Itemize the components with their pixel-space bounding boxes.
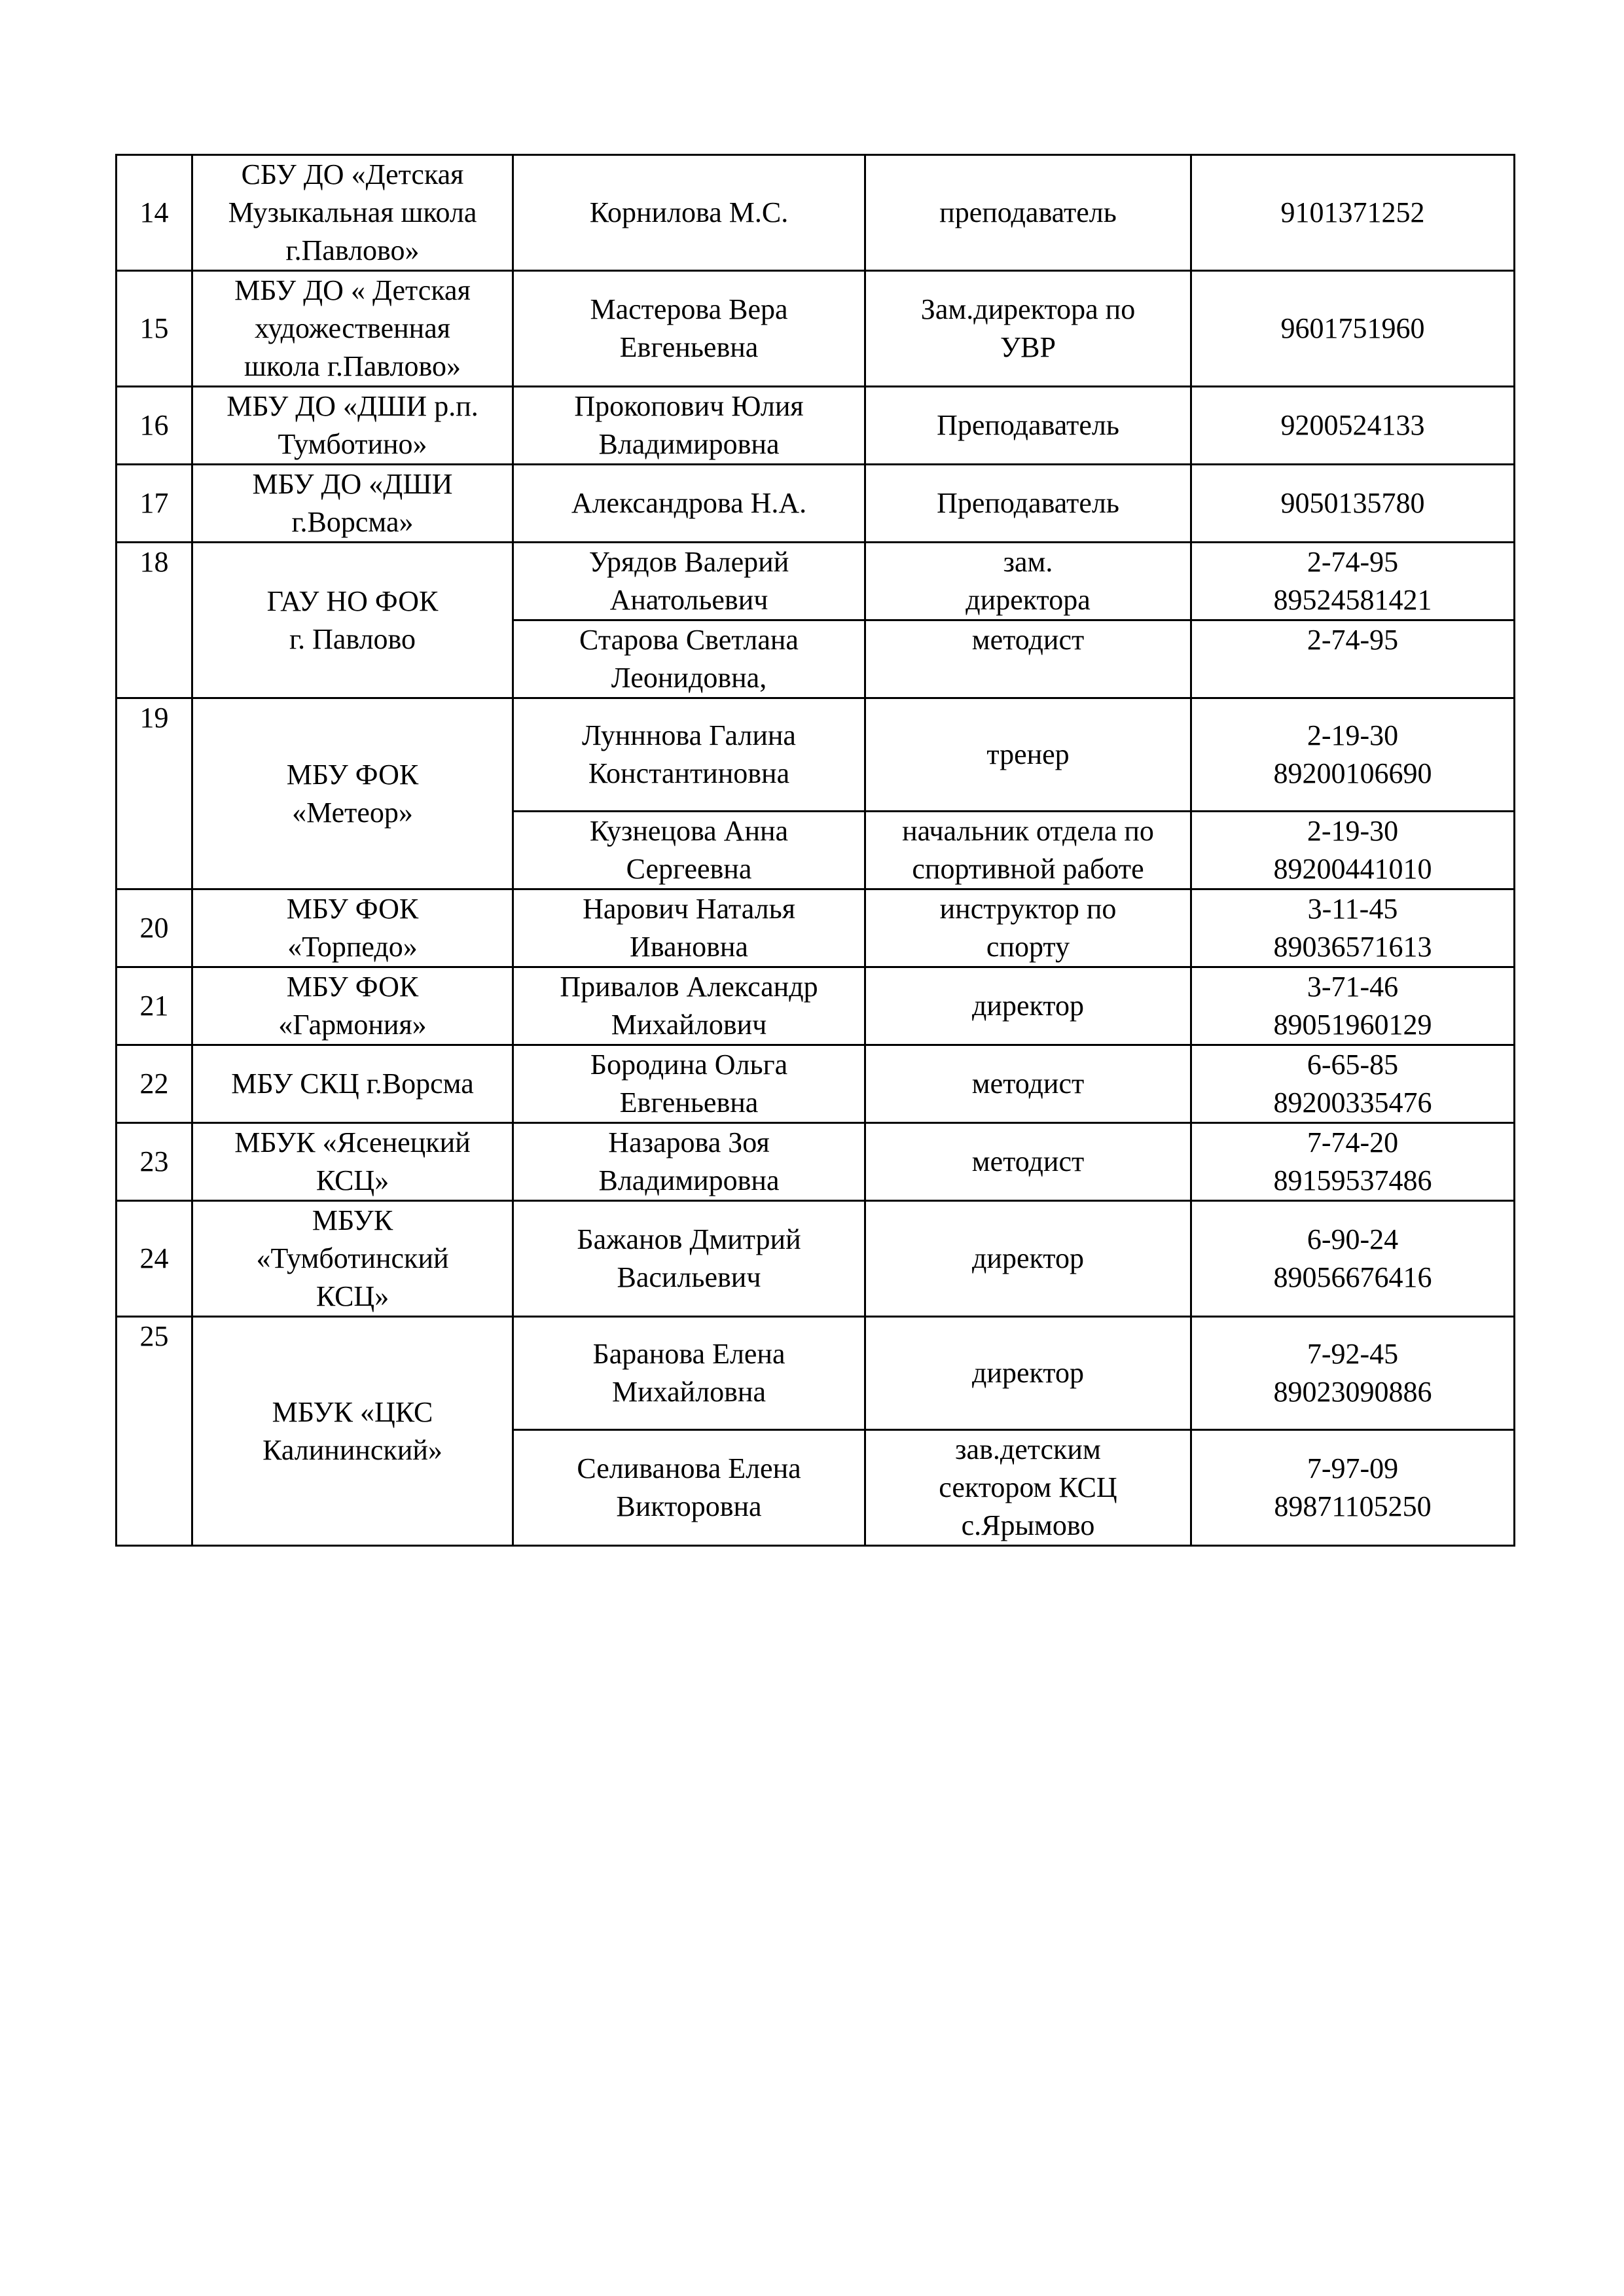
table-row xyxy=(117,465,1515,543)
name-line: Кузнецова Анна xyxy=(589,815,789,847)
row-number: 23 xyxy=(117,1123,192,1201)
name-cell xyxy=(513,465,865,543)
phone-line: 89036571613 xyxy=(1273,931,1432,963)
row-number: 24 xyxy=(117,1201,192,1317)
name-cell xyxy=(513,967,865,1045)
name-cell xyxy=(513,387,865,465)
organization-line: г. Павлово xyxy=(289,622,416,655)
organization-cell xyxy=(192,465,513,543)
organization-line: КСЦ» xyxy=(316,1164,389,1196)
position-line: тренер xyxy=(986,738,1070,770)
position-line: директор xyxy=(972,990,1084,1022)
organization-line: Калининский» xyxy=(262,1433,442,1466)
position-cell xyxy=(865,1123,1191,1201)
organization-line: МБУК «Ясенецкий xyxy=(234,1126,471,1158)
name-cell xyxy=(513,271,865,387)
organization-line: «Метеор» xyxy=(292,796,413,829)
phone-cell xyxy=(1191,271,1515,387)
name-line: Александрова Н.А. xyxy=(571,487,807,519)
position-line: зав.детским xyxy=(955,1433,1101,1465)
phone-cell xyxy=(1191,620,1515,698)
organization-line: «Тумботинский xyxy=(256,1242,449,1274)
phone-line: 89200335476 xyxy=(1273,1086,1432,1119)
organization-line: МБУ ФОК xyxy=(286,971,419,1003)
row-number: 22 xyxy=(117,1045,192,1123)
organization-line: художественная xyxy=(255,312,450,344)
organization-line: МБУ ДО «ДШИ xyxy=(252,468,453,500)
position-line: спорту xyxy=(986,931,1070,963)
table-row xyxy=(117,1045,1515,1123)
position-line: сектором КСЦ xyxy=(939,1471,1117,1503)
position-cell xyxy=(865,155,1191,271)
position-cell xyxy=(865,967,1191,1045)
phone-cell xyxy=(1191,698,1515,812)
phone-line: 9601751960 xyxy=(1280,312,1425,344)
row-number: 17 xyxy=(117,465,192,543)
contacts-table xyxy=(115,154,1515,1547)
position-line: начальник отдела по xyxy=(902,815,1154,847)
position-line: с.Ярымово xyxy=(961,1509,1095,1541)
name-line: Владимировна xyxy=(598,1164,780,1196)
name-line: Лунннова Галина xyxy=(582,719,796,751)
name-line: Прокопович Юлия xyxy=(574,390,804,422)
phone-line: 89524581421 xyxy=(1273,584,1432,616)
name-line: Нарович Наталья xyxy=(583,893,795,925)
phone-cell xyxy=(1191,812,1515,889)
phone-line: 89056676416 xyxy=(1273,1261,1432,1293)
organization-line: МБУК xyxy=(312,1204,393,1236)
phone-line: 7-74-20 xyxy=(1307,1126,1399,1158)
organization-cell xyxy=(192,1201,513,1317)
phone-cell xyxy=(1191,155,1515,271)
position-line: Преподаватель xyxy=(937,409,1119,441)
name-cell xyxy=(513,698,865,812)
name-line: Сергеевна xyxy=(626,853,752,885)
phone-line: 89159537486 xyxy=(1273,1164,1432,1196)
name-line: Васильевич xyxy=(617,1261,761,1293)
phone-cell xyxy=(1191,1045,1515,1123)
name-cell xyxy=(513,1045,865,1123)
name-cell xyxy=(513,812,865,889)
position-cell xyxy=(865,543,1191,620)
name-line: Ивановна xyxy=(630,931,748,963)
name-line: Евгеньевна xyxy=(619,331,759,363)
name-line: Мастерова Вера xyxy=(590,293,788,325)
phone-cell xyxy=(1191,1123,1515,1201)
name-line: Урядов Валерий xyxy=(588,546,789,578)
position-line: УВР xyxy=(1000,331,1056,363)
organization-cell xyxy=(192,1123,513,1201)
name-line: Михайлович xyxy=(611,1009,767,1041)
name-cell xyxy=(513,543,865,620)
organization-cell xyxy=(192,1045,513,1123)
organization-line: МБУ ДО «ДШИ р.п. xyxy=(226,390,478,422)
name-cell xyxy=(513,620,865,698)
row-number: 20 xyxy=(117,889,192,967)
row-number: 21 xyxy=(117,967,192,1045)
name-cell xyxy=(513,1317,865,1430)
organization-cell xyxy=(192,967,513,1045)
position-line: методист xyxy=(971,1067,1085,1100)
position-cell xyxy=(865,812,1191,889)
phone-line: 89023090886 xyxy=(1273,1376,1432,1408)
table-row xyxy=(117,543,1515,620)
position-cell xyxy=(865,387,1191,465)
organization-line: г.Ворсма» xyxy=(291,506,414,538)
phone-cell xyxy=(1191,543,1515,620)
position-line: спортивной работе xyxy=(912,853,1144,885)
phone-line: 6-65-85 xyxy=(1307,1049,1399,1081)
name-line: Баранова Елена xyxy=(592,1338,785,1370)
table-row xyxy=(117,271,1515,387)
name-cell xyxy=(513,155,865,271)
organization-line: ГАУ НО ФОК xyxy=(266,584,439,617)
organization-cell xyxy=(192,543,513,698)
name-line: Привалов Александр xyxy=(560,971,818,1003)
organization-line: МБУ ФОК xyxy=(286,758,419,791)
organization-line: «Торпедо» xyxy=(287,931,418,963)
name-line: Корнилова М.С. xyxy=(589,196,789,228)
organization-line: СБУ ДО «Детская xyxy=(241,158,464,190)
position-cell xyxy=(865,465,1191,543)
table-row xyxy=(117,1317,1515,1430)
row-number: 14 xyxy=(117,155,192,271)
position-line: Преподаватель xyxy=(937,487,1119,519)
position-line: методист xyxy=(971,1145,1085,1177)
name-line: Анатольевич xyxy=(609,584,768,616)
position-line: инструктор по xyxy=(939,893,1117,925)
phone-line: 2-19-30 xyxy=(1307,815,1399,847)
organization-cell xyxy=(192,155,513,271)
position-cell xyxy=(865,1430,1191,1546)
position-line: директор xyxy=(972,1357,1084,1389)
phone-line: 2-19-30 xyxy=(1307,719,1399,751)
name-cell xyxy=(513,1430,865,1546)
position-cell xyxy=(865,1317,1191,1430)
row-number: 18 xyxy=(117,543,192,698)
organization-line: МБУ ДО « Детская xyxy=(234,274,471,306)
name-cell xyxy=(513,889,865,967)
phone-line: 2-74-95 xyxy=(1307,546,1399,578)
phone-cell xyxy=(1191,1430,1515,1546)
organization-cell xyxy=(192,1317,513,1546)
phone-line: 9101371252 xyxy=(1280,196,1425,228)
phone-line: 6-90-24 xyxy=(1307,1223,1399,1255)
position-cell xyxy=(865,271,1191,387)
position-line: Зам.директора по xyxy=(920,293,1136,325)
name-cell xyxy=(513,1201,865,1317)
organization-line: школа г.Павлово» xyxy=(244,350,461,382)
table-row xyxy=(117,1123,1515,1201)
organization-line: «Гармония» xyxy=(278,1009,427,1041)
table-row xyxy=(117,698,1515,812)
position-cell xyxy=(865,1045,1191,1123)
name-line: Бажанов Дмитрий xyxy=(577,1223,801,1255)
phone-line: 7-92-45 xyxy=(1307,1338,1399,1370)
organization-line: КСЦ» xyxy=(316,1280,389,1312)
phone-line: 89200106690 xyxy=(1273,757,1432,789)
phone-cell xyxy=(1191,1201,1515,1317)
row-number: 15 xyxy=(117,271,192,387)
position-line: директор xyxy=(972,1242,1084,1274)
position-cell xyxy=(865,1201,1191,1317)
name-line: Викторовна xyxy=(616,1490,762,1522)
position-line: директора xyxy=(965,584,1091,616)
phone-line: 89200441010 xyxy=(1273,853,1432,885)
position-cell xyxy=(865,889,1191,967)
phone-cell xyxy=(1191,465,1515,543)
row-number: 25 xyxy=(117,1317,192,1546)
position-line: методист xyxy=(971,624,1085,656)
contacts-table-body xyxy=(117,155,1515,1546)
name-line: Назарова Зоя xyxy=(608,1126,770,1158)
position-line: преподаватель xyxy=(939,196,1117,228)
phone-cell xyxy=(1191,387,1515,465)
row-number: 19 xyxy=(117,698,192,889)
name-line: Евгеньевна xyxy=(619,1086,759,1119)
name-line: Бородина Ольга xyxy=(590,1049,788,1081)
organization-cell xyxy=(192,698,513,889)
organization-line: Тумботино» xyxy=(278,428,427,460)
row-number: 16 xyxy=(117,387,192,465)
phone-line: 89051960129 xyxy=(1273,1009,1432,1041)
organization-cell xyxy=(192,387,513,465)
phone-line: 89871105250 xyxy=(1274,1490,1432,1522)
phone-line: 7-97-09 xyxy=(1307,1452,1399,1484)
position-line: зам. xyxy=(1003,546,1053,578)
phone-line: 3-11-45 xyxy=(1307,893,1398,925)
name-line: Владимировна xyxy=(598,428,780,460)
name-line: Михайловна xyxy=(612,1376,766,1408)
phone-cell xyxy=(1191,1317,1515,1430)
organization-line: МБУ ФОК xyxy=(286,893,419,925)
position-cell xyxy=(865,698,1191,812)
phone-line: 2-74-95 xyxy=(1307,624,1399,656)
table-row xyxy=(117,155,1515,271)
phone-line: 9200524133 xyxy=(1280,409,1425,441)
name-line: Леонидовна, xyxy=(611,662,767,694)
position-cell xyxy=(865,620,1191,698)
name-line: Старова Светлана xyxy=(579,624,799,656)
organization-line: МБУ СКЦ г.Ворсма xyxy=(231,1067,474,1100)
name-cell xyxy=(513,1123,865,1201)
table-row xyxy=(117,889,1515,967)
phone-cell xyxy=(1191,889,1515,967)
table-row xyxy=(117,1201,1515,1317)
name-line: Константиновна xyxy=(588,757,790,789)
phone-line: 9050135780 xyxy=(1280,487,1425,519)
phone-line: 3-71-46 xyxy=(1307,971,1399,1003)
organization-cell xyxy=(192,889,513,967)
organization-cell xyxy=(192,271,513,387)
table-row xyxy=(117,967,1515,1045)
organization-line: МБУК «ЦКС xyxy=(272,1395,433,1428)
organization-line: Музыкальная школа xyxy=(228,196,477,228)
name-line: Селиванова Елена xyxy=(577,1452,801,1484)
phone-cell xyxy=(1191,967,1515,1045)
table-row xyxy=(117,387,1515,465)
organization-line: г.Павлово» xyxy=(285,234,420,266)
